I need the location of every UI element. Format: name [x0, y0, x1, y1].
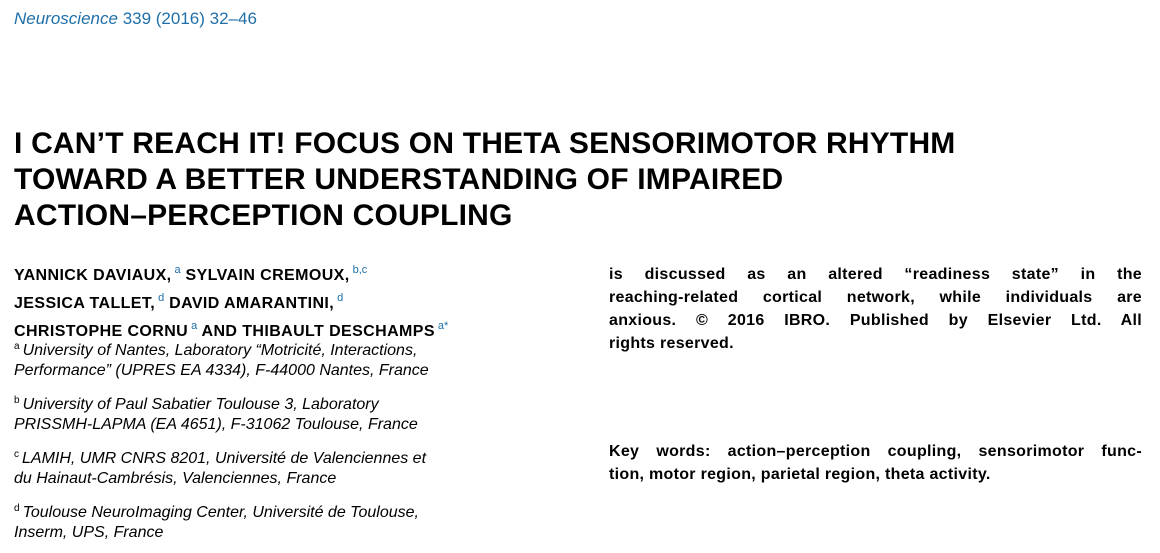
affiliation [14, 499, 584, 543]
abstract-excerpt [609, 263, 1142, 355]
affiliation [14, 337, 584, 381]
affiliation-line: PRISSMH-LAPMA (EA 4651), F-31062 Toulouse, France [14, 416, 418, 433]
affiliation-line [14, 445, 584, 469]
article-title [14, 126, 1134, 234]
affiliation-text: Toulouse NeuroImaging Center, Université de Toulouse, [22, 504, 419, 521]
author-affiliation-mark[interactable]: a [174, 264, 181, 276]
author-name: YANNICK DAVIAUX, [14, 267, 172, 284]
author-line [14, 287, 574, 315]
author-name: DAVID AMARANTINI, [169, 295, 335, 312]
affiliation-line [14, 391, 584, 415]
affiliation [14, 391, 584, 435]
journal-volume-pages: 339 (2016) 32–46 [122, 9, 257, 28]
author-name: SYLVAIN CREMOUX, [185, 267, 350, 284]
affiliation-text: University of Nantes, Laboratory “Motricité, Interactions, [22, 342, 418, 359]
affiliation-line: Inserm, UPS, France [14, 524, 164, 541]
abstract-line: reaching-related cortical network, while individuals are [609, 289, 1142, 306]
affiliation-mark: a [14, 341, 20, 352]
author-name: CHRISTOPHE CORNU [14, 323, 189, 340]
affiliation [14, 445, 584, 489]
author-name: JESSICA TALLET, [14, 295, 156, 312]
journal-name: Neuroscience [14, 9, 118, 28]
author-affiliation-mark[interactable]: a [191, 320, 198, 332]
affiliation-text: LAMIH, UMR CNRS 8201, Université de Valenciennes et [22, 450, 427, 467]
author-name: AND THIBAULT DESCHAMPS [201, 323, 435, 340]
affiliation-text: University of Paul Sabatier Toulouse 3, Laboratory [22, 396, 379, 413]
author-affiliation-mark[interactable]: a* [437, 320, 449, 332]
author-affiliation-mark[interactable]: d [337, 292, 344, 304]
author-affiliation-mark[interactable]: d [158, 292, 165, 304]
title-line: TOWARD A BETTER UNDERSTANDING OF IMPAIRED [14, 163, 784, 196]
keywords [609, 440, 1142, 486]
affiliation-mark: d [14, 503, 20, 514]
keywords-line: tion, motor region, parietal region, theta activity. [609, 466, 991, 483]
abstract-line: rights reserved. [609, 335, 734, 352]
abstract-line: is discussed as an altered “readiness state” in the [609, 266, 1142, 283]
affiliation-line: Performance” (UPRES EA 4334), F-44000 Nantes, France [14, 362, 429, 379]
affiliation-line: du Hainaut-Cambrésis, Valenciennes, France [14, 470, 337, 487]
affiliation-line [14, 337, 584, 361]
title-line: ACTION–PERCEPTION COUPLING [14, 199, 513, 232]
affiliation-list [14, 337, 584, 553]
journal-citation [14, 9, 257, 29]
author-list [14, 259, 574, 343]
abstract-line: anxious. © 2016 IBRO. Published by Elsevier Ltd. All [609, 312, 1142, 329]
keywords-line: Key words: action–perception coupling, sensorimotor func- [609, 443, 1142, 460]
affiliation-line [14, 499, 584, 523]
author-line [14, 259, 574, 287]
affiliation-mark: c [14, 449, 19, 460]
affiliation-mark: b [14, 395, 20, 406]
title-line: I CAN’T REACH IT! FOCUS ON THETA SENSORIMOTOR RHYTHM [14, 127, 956, 160]
author-affiliation-mark[interactable]: b,c [352, 264, 368, 276]
